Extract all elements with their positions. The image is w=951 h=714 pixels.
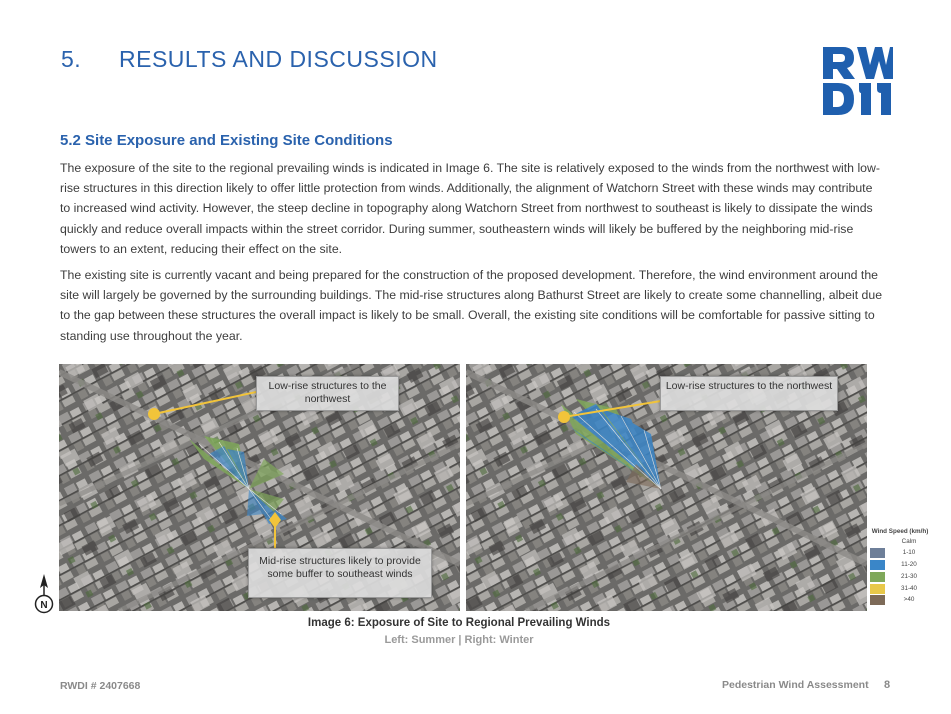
- legend-item: [870, 536, 934, 548]
- section-number: 5.: [61, 46, 82, 72]
- legend-item: [870, 571, 934, 583]
- section-title: [61, 46, 438, 73]
- north-arrow-icon: [34, 574, 54, 614]
- legend-label: 31-40: [900, 584, 918, 592]
- rwdi-logo: [821, 45, 894, 117]
- paragraph-exposure: The exposure of the site to the regional prevailing winds is indicated in Image 6. The site is relatively exposed to the winds from the northwest with low-rise structures in this direction likely to offer little protection from winds. Additionally, the alignment of Watchorn Street with these winds may contribute to increased wind activity. However, the steep decline in topography along Watchorn Street from northwest to southeast is likely to dissipate the winds quickly and reduce overall impacts within the street corridor. During summer, southeastern winds will likely be buffered by the neighboring mid-rise towers to an extent, reducing their effect on the site.: [60, 161, 880, 256]
- footer-report-title: Pedestrian Wind Assessment: [722, 679, 869, 691]
- legend-label-calm: Calm: [901, 537, 917, 545]
- callout-left-top: Low-rise structures to the northwest: [256, 376, 399, 411]
- wind-speed-legend: [870, 528, 934, 606]
- legend-swatch: [870, 572, 885, 582]
- legend-title: Wind Speed (km/h): [871, 528, 929, 535]
- legend-label: 11-20: [901, 561, 917, 569]
- legend-item: [870, 583, 934, 595]
- north-label: N: [40, 600, 48, 611]
- legend-label: >40: [903, 596, 915, 604]
- page-number: 8: [884, 679, 891, 691]
- section-title-text: RESULTS AND DISCUSSION: [119, 46, 438, 72]
- legend-item: [870, 559, 934, 571]
- callout-left-bottom: Mid-rise structures likely to provide some buffer to southeast winds: [248, 548, 432, 598]
- legend-swatch: [870, 560, 885, 570]
- legend-label: 1-10: [902, 549, 916, 557]
- legend-swatch: [870, 548, 885, 558]
- legend-item: [870, 594, 934, 606]
- footer-project-number: RWDI # 2407668: [60, 680, 141, 692]
- legend-label: 21-30: [900, 572, 918, 580]
- legend-swatch: [870, 595, 885, 605]
- figure-caption-sub: Left: Summer | Right: Winter: [384, 634, 534, 646]
- legend-swatch: [870, 584, 885, 594]
- legend-item: [870, 547, 934, 559]
- paragraph-existing-site: The existing site is currently vacant and being prepared for the construction of the proposed development. Therefore, the wind environment around the site will largely be governed by the surrounding buildings. The mid-rise structures along Bathurst Street are likely to create some channelling, albeit due to the gap between these structures the overall impact is likely to be small. Overall, the existing site conditions will be comfortable for passive sitting to standing use throughout the year.: [60, 268, 883, 343]
- subsection-title: 5.2 Site Exposure and Existing Site Conditions: [60, 132, 393, 149]
- figure-caption: Image 6: Exposure of Site to Regional Prevailing Winds: [307, 617, 611, 629]
- callout-right-top: Low-rise structures to the northwest: [660, 376, 838, 411]
